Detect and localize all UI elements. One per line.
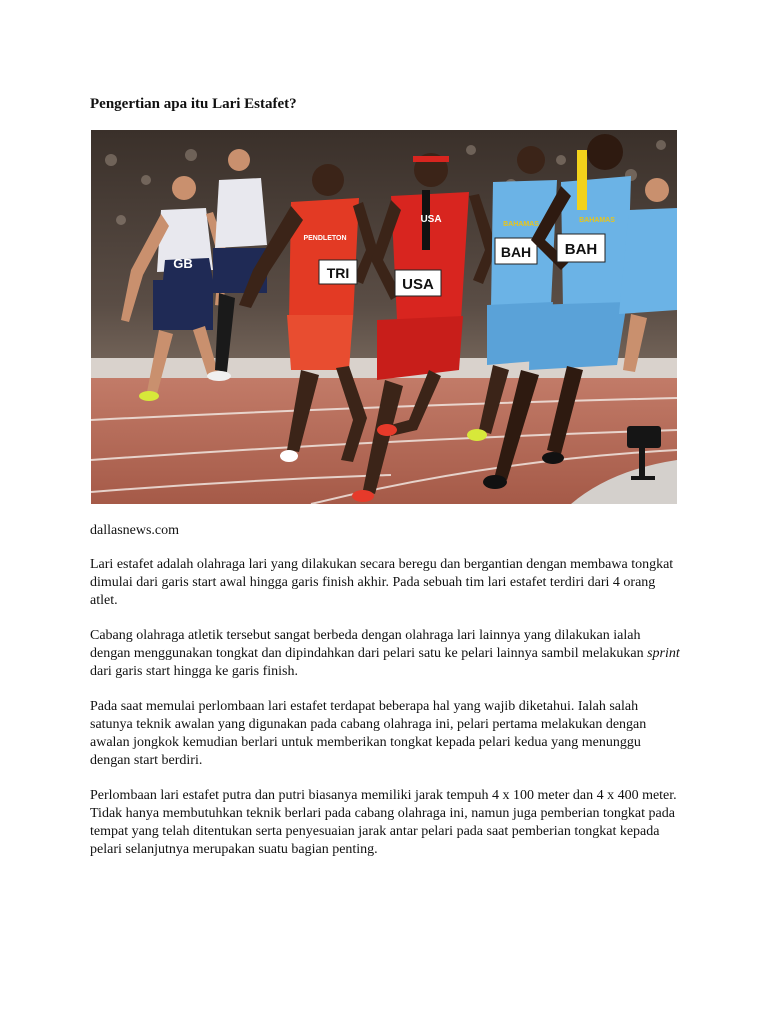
paragraph-2-start: Cabang olahraga atletik tersebut sangat berbeda dengan olahraga lari lainnya yang dilakukan ialah dengan menggunakan tongkat dan dipindahkan dari pelari satu ke pelari lainnya sambil melakukan (90, 628, 648, 661)
image-credit: dallasnews.com (90, 523, 180, 538)
jersey-text-bah-2: BAHAMAS (579, 217, 615, 224)
bib-label-bah-2: BAH (564, 241, 598, 258)
bib-label-bah-1: BAH (500, 244, 532, 260)
relay-race-photo (91, 130, 677, 504)
article-body (90, 556, 682, 876)
bib-label-usa: USA (402, 276, 434, 293)
paragraph-3: Pada saat memulai perlombaan lari estafet terdapat beberapa hal yang wajib diketahui. Ialah salah satunya teknik awalan yang digunakan pada cabang olahraga ini, pelari pertama melakukan dengan awalan jongkok kemudian berlari untuk memberikan tongkat kepada pelari kedua yang menunggu dengan start berdiri. (90, 699, 647, 768)
paragraph-2-end: dari garis start hingga ke garis finish. (90, 664, 299, 679)
paragraph-4: Perlombaan lari estafet putra dan putri biasanya memiliki jarak tempuh 4 x 100 meter dan 4 x 400 meter. Tidak hanya membutuhkan teknik berlari pada cabang olahraga ini, namun juga pemberian tongkat pada tempat yang telah ditentukan serta penyesuaian jarak antar pelari pada saat pemberian tongkat kepada pelari selanjutnya merupakan suatu bagian penting. (90, 788, 677, 857)
baton-icon (577, 150, 587, 210)
paragraph-2 (90, 627, 682, 681)
emphasis-sprint: sprint (647, 646, 680, 661)
jersey-text-tri: PENDLETON (303, 235, 347, 242)
bib-label-tri: TRI (326, 265, 350, 281)
paragraph-1: Lari estafet adalah olahraga lari yang dilakukan secara beregu dan bergantian dengan membawa tongkat dimulai dari garis start awal hingga garis finish akhir. Pada sebuah tim lari estafet terdiri dari 4 orang atlet. (90, 557, 674, 608)
jersey-text-bah-1: BAHAMAS (503, 221, 539, 228)
jersey-text-usa: USA (420, 214, 442, 225)
bib-label-gb: GB (173, 256, 193, 271)
article-heading: Pengertian apa itu Lari Estafet? (90, 96, 297, 112)
